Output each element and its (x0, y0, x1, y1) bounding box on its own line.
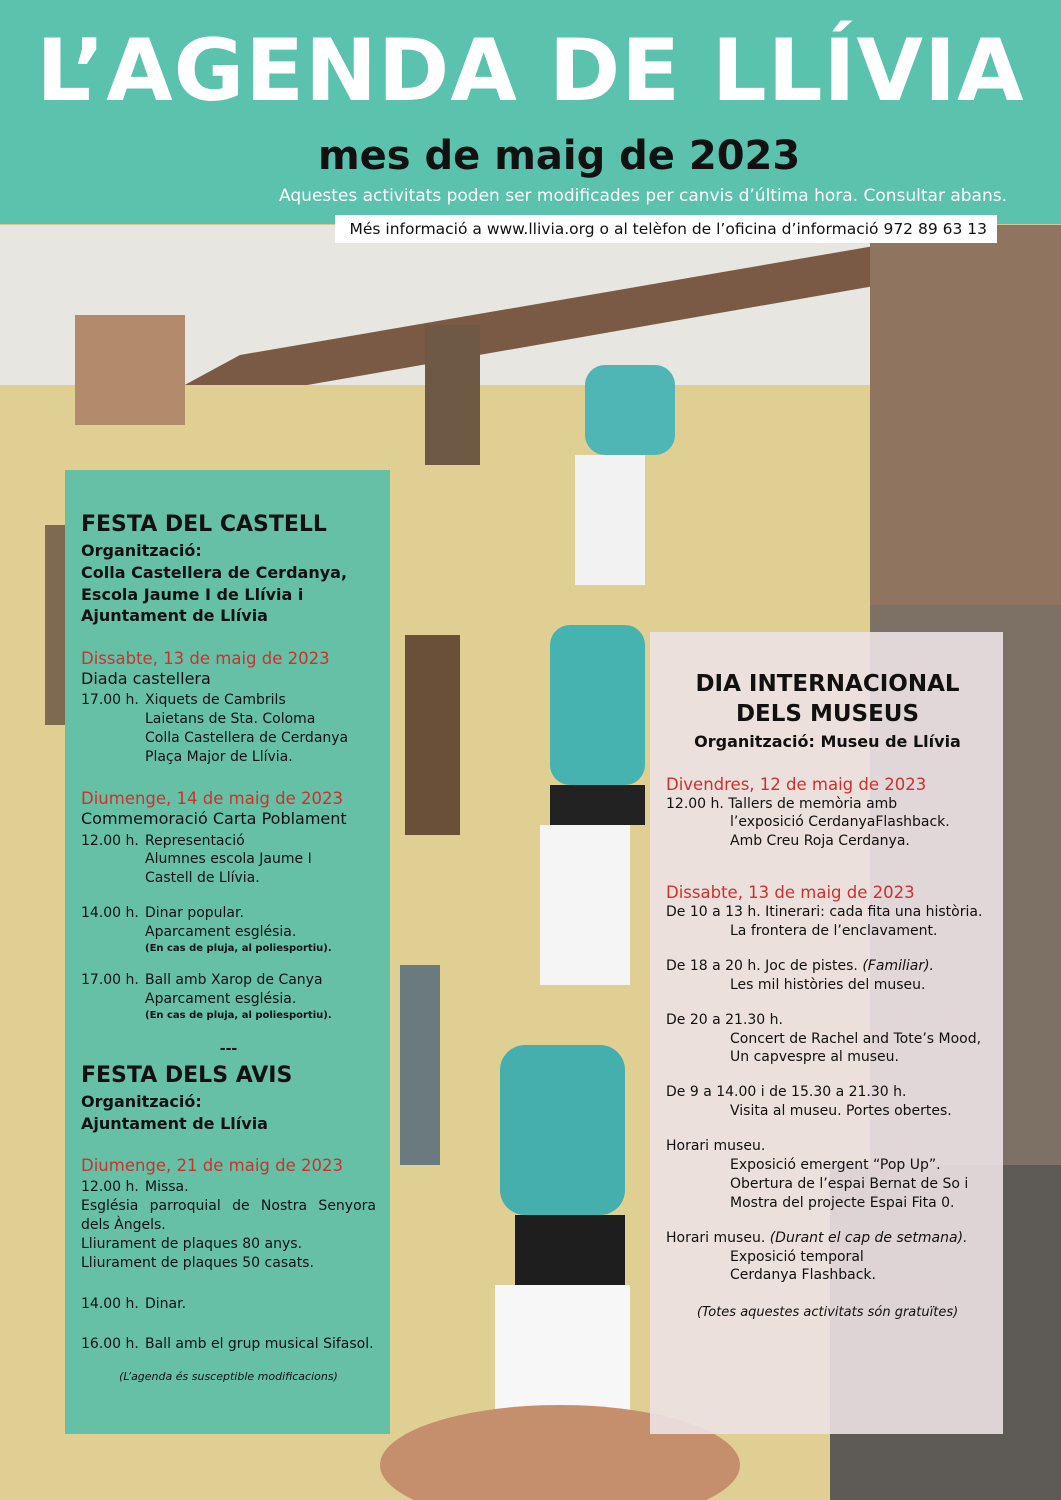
schedule-item (81, 832, 376, 889)
item-time: 12.00 h. (81, 832, 139, 849)
item-line: Castell de Llívia. (145, 870, 260, 887)
museus-item-line: Concert de Rachel and Tote’s Mood, (730, 1030, 982, 1047)
right-panel (650, 632, 1003, 1434)
castell-day2-event: Commemoració Carta Poblament (81, 808, 347, 828)
museus-item-line: Exposició temporal (730, 1248, 864, 1265)
item-italic: (Familiar). (862, 957, 934, 974)
item-line: Representació (145, 832, 245, 849)
museus-organizer: Organització: Museu de Llívia (694, 731, 961, 751)
info-bar: Més informació a www.llivia.org o al telèfon de l’oficina d’informació 972 89 63 13 (335, 215, 997, 243)
title-line: DIA INTERNACIONAL (695, 671, 960, 697)
schedule-item (81, 1178, 376, 1197)
org-line: Ajuntament de Llívia (81, 1113, 268, 1133)
org-line: Organització: (81, 541, 202, 561)
castell-day2-date: Diumenge, 14 de maig de 2023 (81, 788, 344, 808)
item-time: 14.00 h. (81, 905, 139, 922)
castell-day1-date: Dissabte, 13 de maig de 2023 (81, 648, 330, 668)
item-line: Dinar. (145, 1295, 187, 1312)
org-line: Escola Jaume I de Llívia i (81, 584, 304, 604)
schedule-item (81, 971, 376, 1022)
museus-item-line: La frontera de l’enclavament. (730, 922, 938, 939)
museus-item-line: Les mil històries del museu. (730, 976, 926, 993)
rain-note: (En cas de pluja, al poliesportiu). (145, 942, 332, 954)
castell-organizers (81, 540, 376, 626)
agenda-disclaimer: (L’agenda és susceptible modificacions) (119, 1370, 338, 1384)
item-time: 16.00 h. (81, 1336, 139, 1353)
item-italic: (Durant el cap de setmana). (769, 1229, 968, 1246)
item-line: Aparcament església. (145, 991, 297, 1008)
schedule-item (81, 904, 376, 955)
museus-day2-date: Dissabte, 13 de maig de 2023 (666, 883, 915, 903)
modification-notice: Aquestes activitats poden ser modificades per canvis d’última hora. Consultar abans. (279, 186, 1007, 206)
title-line: DELS MUSEUS (735, 700, 920, 727)
page-title: L’AGENDA DE LLÍVIA (36, 21, 1025, 121)
museus-item-first (666, 957, 989, 976)
detail-line: dels Àngels. (81, 1216, 166, 1233)
museus-item-line: Exposició emergent “Pop Up”. (730, 1156, 941, 1173)
rain-note: (En cas de pluja, al poliesportiu). (145, 1010, 332, 1022)
museus-item-first: 12.00 h. Tallers de memòria amb (666, 795, 898, 812)
museus-item-line: Obertura de l’espai Bernat de So i (730, 1175, 969, 1192)
museus-item-line: l’exposició CerdanyaFlashback. (730, 814, 950, 831)
item-line: Aparcament església. (145, 924, 297, 941)
museus-item-line: Amb Creu Roja Cerdanya. (730, 833, 910, 850)
avis-organizers (81, 1091, 376, 1134)
item-line: Alumnes escola Jaume I (145, 851, 312, 868)
schedule-item (81, 1335, 376, 1354)
item-line: Plaça Major de Llívia. (145, 749, 293, 766)
item-time: 17.00 h. (81, 692, 139, 709)
item-text: Horari museu. (666, 1229, 766, 1246)
item-line: Colla Castellera de Cerdanya (145, 730, 349, 747)
museus-item-first: De 10 a 13 h. Itinerari: cada fita una història. (666, 904, 983, 921)
item-time: 12.00 h. (81, 1179, 139, 1196)
item-text: De 18 a 20 h. Joc de pistes. (666, 957, 858, 974)
museus-item-line: Visita al museu. Portes obertes. (730, 1103, 952, 1120)
org-line: Colla Castellera de Cerdanya, (81, 562, 348, 582)
detail-line: Lliurament de plaques 50 casats. (81, 1254, 314, 1271)
org-line: Organització: (81, 1092, 202, 1112)
section-title-avis: FESTA DELS AVIS (81, 1062, 293, 1088)
museus-day1-date: Divendres, 12 de maig de 2023 (666, 774, 927, 794)
schedule-item (81, 691, 376, 767)
free-activities-note: (Totes aquestes activitats són gratuïtes) (696, 1305, 959, 1321)
museus-item-first: De 20 a 21.30 h. (666, 1011, 783, 1028)
detail-line: Església parroquial de Nostra Senyora (81, 1198, 376, 1215)
item-line: Xiquets de Cambrils (145, 692, 286, 709)
item-line: Missa. (145, 1179, 189, 1196)
org-line: Ajuntament de Llívia (81, 606, 268, 626)
page-subtitle: mes de maig de 2023 (318, 133, 801, 179)
castell-day1-event: Diada castellera (81, 668, 211, 688)
museus-item-first: De 9 a 14.00 i de 15.30 a 21.30 h. (666, 1084, 907, 1101)
item-line: Ball amb Xarop de Canya (145, 972, 323, 989)
museus-item-line: Un capvespre al museu. (730, 1049, 899, 1066)
avis-date: Diumenge, 21 de maig de 2023 (81, 1156, 344, 1176)
detail-line: Lliurament de plaques 80 anys. (81, 1235, 303, 1252)
avis-details (81, 1197, 376, 1273)
header-band (0, 0, 1061, 224)
item-line: Laietans de Sta. Coloma (145, 711, 316, 728)
museus-item-line: Mostra del projecte Espai Fita 0. (730, 1194, 955, 1211)
section-title-museus (666, 670, 989, 730)
item-line: Dinar popular. (145, 905, 244, 922)
section-title-castell: FESTA DEL CASTELL (81, 512, 327, 537)
schedule-item (81, 1295, 376, 1314)
museus-item-first: Horari museu. (666, 1138, 766, 1155)
item-time: 17.00 h. (81, 972, 139, 989)
museus-item-line: Cerdanya Flashback. (730, 1267, 876, 1284)
item-time: 14.00 h. (81, 1295, 139, 1312)
museus-item-first (666, 1229, 989, 1248)
left-panel (65, 470, 390, 1434)
section-separator: --- (219, 1040, 238, 1057)
item-line: Ball amb el grup musical Sifasol. (145, 1336, 374, 1353)
